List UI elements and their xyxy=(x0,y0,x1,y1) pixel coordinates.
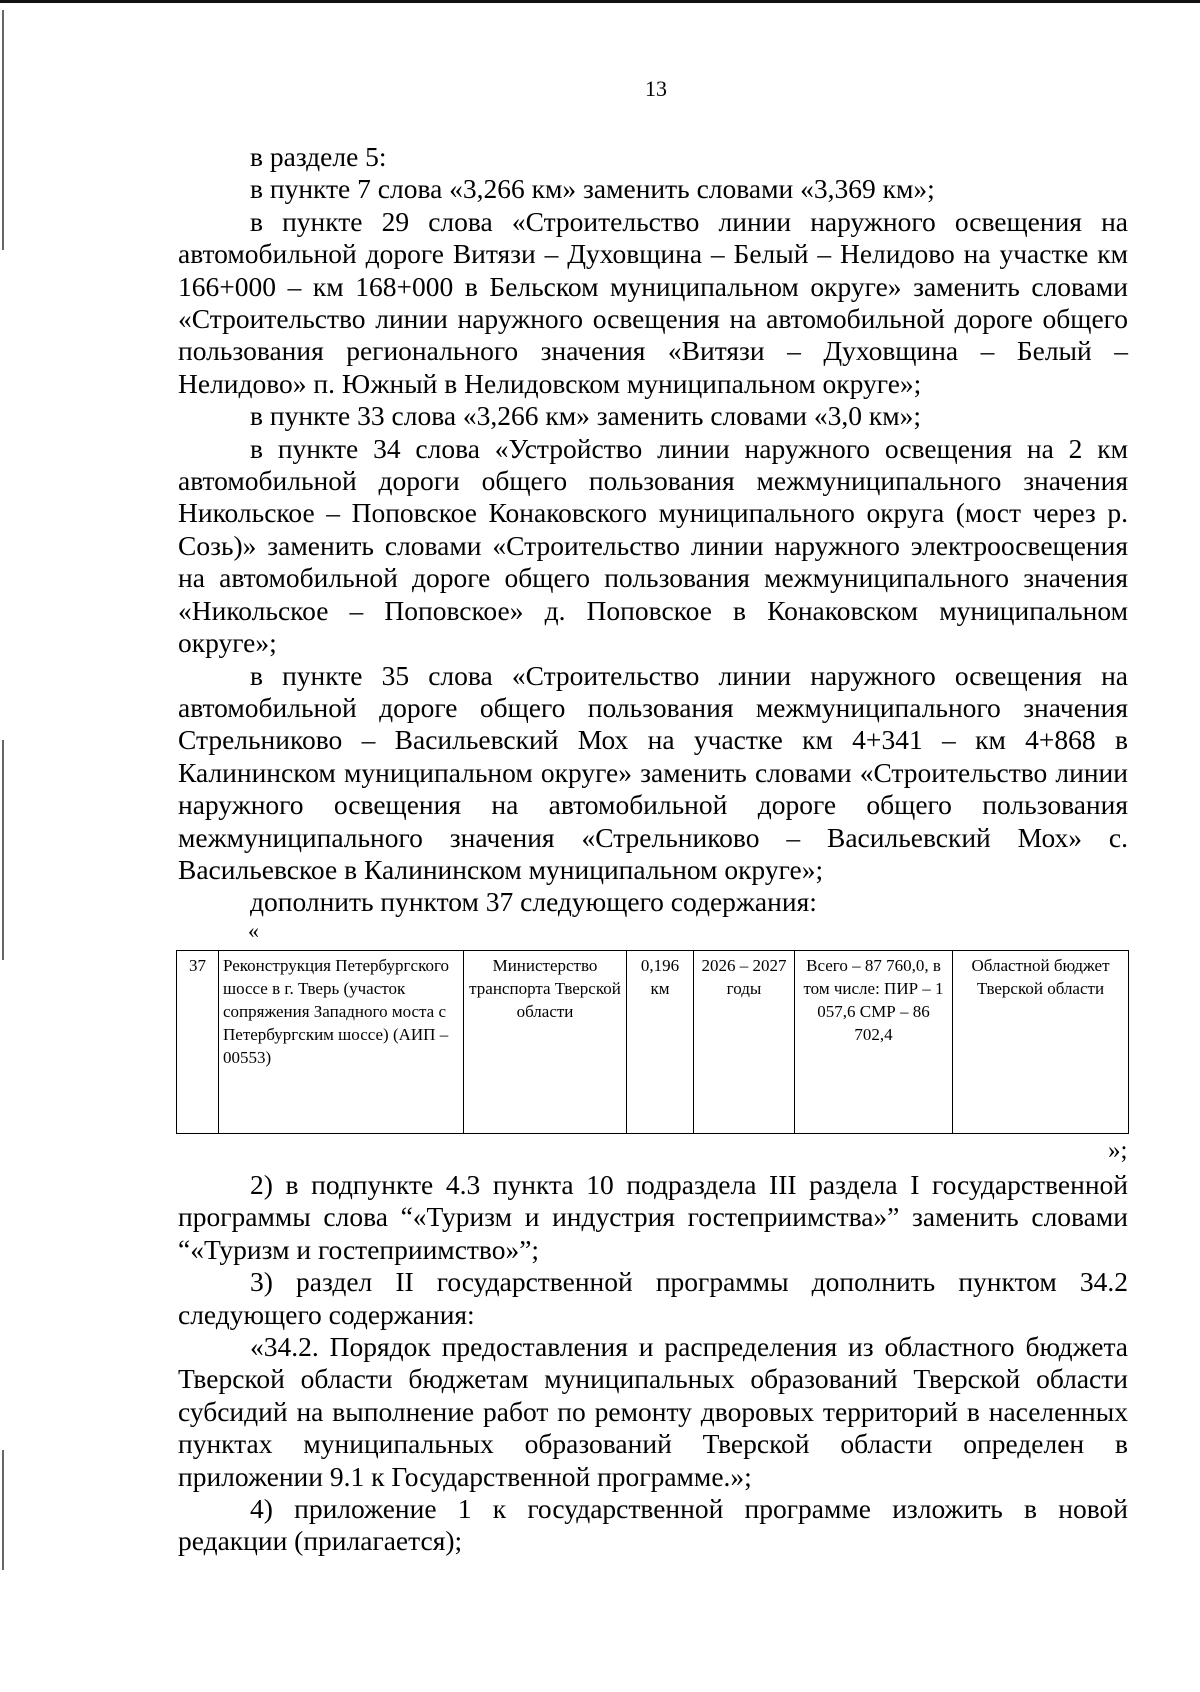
cell-responsible: Министерство транспорта Тверской области xyxy=(464,951,627,1134)
bottom-text-block xyxy=(178,1169,1128,1558)
scan-top-border xyxy=(0,0,1200,3)
cell-cost: Всего – 87 760,0, в том числе: ПИР – 1 057,6 СМР – 86 702,4 xyxy=(795,951,953,1134)
paragraph: в разделе 5: xyxy=(250,141,387,172)
scan-edge-mark xyxy=(2,1450,4,1570)
paragraph: в пункте 7 слова «3,266 км» заменить словами «3,369 км»; xyxy=(250,173,935,205)
table-opening-quote: « xyxy=(248,918,259,943)
table-row xyxy=(177,951,1129,1134)
scan-edge-mark xyxy=(2,10,4,250)
cell-project-name: Реконструкция Петербургского шоссе в г. Тверь (участок сопряжения Западного моста с Петербургским шоссе) (АИП – 00553) xyxy=(219,951,464,1134)
cell-period: 2026 – 2027 годы xyxy=(694,951,795,1134)
paragraph: «34.2. Порядок предоставления и распределения из областного бюджета Тверской области бюджетам муниципальных образований Тверской области субсидий на выполнение работ по ремонту дворовых территорий в населенных пунктах муниципальных образований Тверской области определен в приложении 9.1 к Государственной программе.»; xyxy=(178,1331,1128,1492)
paragraph: в пункте 34 слова «Устройство линии наружного освещения на 2 км автомобильной дороги общего пользования межмуниципального значения Никольское – Поповское Конаковского муниципального округа (мост через р. Созь)» заменить словами «Строительство линии наружного электроосвещения на автомобильной дороге общего пользования межмуниципального значения «Никольское – Поповское» д. Поповское в Конаковском муниципальном округе»; xyxy=(178,432,1128,659)
cell-item-number: 37 xyxy=(177,951,219,1134)
item-37-table xyxy=(176,950,1129,1134)
cell-funding-source: Областной бюджет Тверской области xyxy=(953,951,1129,1134)
page-number: 13 xyxy=(645,76,667,101)
paragraph: 3) раздел II государственной программы дополнить пунктом 34.2 следующего содержания: xyxy=(178,1266,1128,1330)
paragraph: в пункте 33 слова «3,266 км» заменить словами «3,0 км»; xyxy=(250,400,921,432)
paragraph: дополнить пунктом 37 следующего содержания: xyxy=(250,886,817,918)
paragraph: в пункте 29 слова «Строительство линии наружного освещения на автомобильной дороге Витязи – Духовщина – Белый – Нелидово на участке км 166+000 – км 168+000 в Бельском муниципальном округе» заменить словами «Строительство линии наружного освещения на автомобильной дороге общего пользования регионального значения «Витязи – Духовщина – Белый – Нелидово» п. Южный в Нелидовском муниципальном округе»; xyxy=(178,205,1128,399)
top-text-block xyxy=(178,141,1128,919)
paragraph: 4) приложение 1 к государственной программе изложить в новой редакции (прилагается); xyxy=(178,1493,1128,1557)
scan-edge-mark xyxy=(2,740,4,960)
paragraph: в пункте 35 слова «Строительство линии наружного освещения на автомобильной дороге общего пользования межмуниципального значения Стрельниково – Васильевский Мох на участке км 4+341 – км 4+868 в Калининском муниципальном округе» заменить словами «Строительство линии наружного освещения на автомобильной дороге общего пользования межмуниципального значения «Стрельниково – Васильевский Мох» с. Васильевское в Калининском муниципальном округе»; xyxy=(178,659,1128,885)
table-closing-quote: »; xyxy=(1108,1137,1128,1164)
cell-length: 0,196 км xyxy=(627,951,694,1134)
paragraph: 2) в подпункте 4.3 пункта 10 подраздела III раздела I государственной программы слова “«Туризм и индустрия гостеприимства»” заменить словами “«Туризм и гостеприимство»”; xyxy=(178,1169,1128,1265)
